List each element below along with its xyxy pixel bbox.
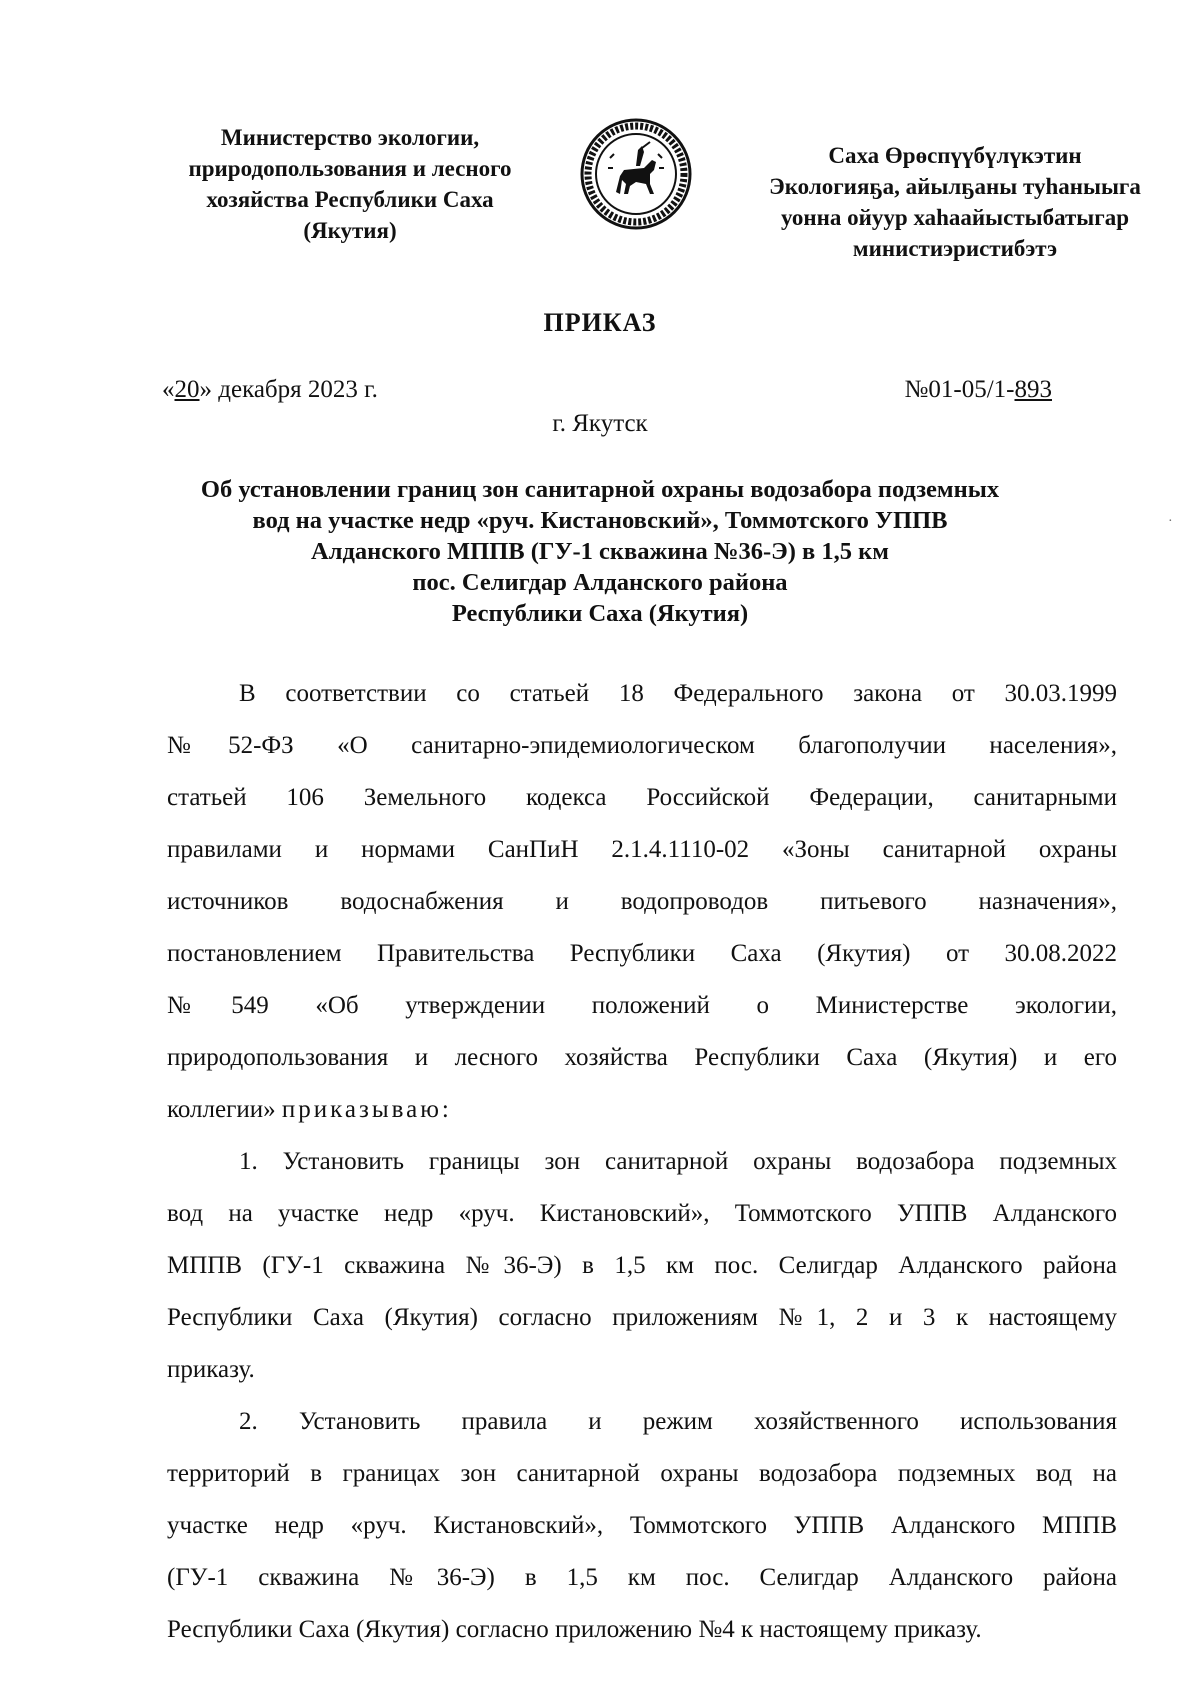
ministry-ru-line: Министерство экологии, bbox=[220, 125, 480, 150]
body-line: территорий в границах зон санитарной охраны водозабора подземных вод на bbox=[167, 1460, 1117, 1487]
ministry-ru-line: хозяйства Республики Саха bbox=[206, 187, 494, 212]
subject-line: Об установлении границ зон санитарной охраны водозабора подземных bbox=[200, 476, 1000, 503]
order-word: приказываю: bbox=[281, 1096, 452, 1123]
preamble-paragraph bbox=[167, 668, 1117, 1136]
subject-line: вод на участке недр «руч. Кистановский», Томмотского УППВ bbox=[252, 507, 948, 534]
body-line: источников водоснабжения и водопроводов питьевого назначения», bbox=[167, 888, 1117, 915]
body-line: участке недр «руч. Кистановский», Томмотского УППВ Алданского МППВ bbox=[167, 1512, 1117, 1539]
order-body bbox=[167, 668, 1117, 1656]
body-line: Республики Саха (Якутия) согласно приложениям №1, 2 и 3 к настоящему bbox=[167, 1304, 1117, 1331]
sakha-coat-of-arms-icon bbox=[580, 118, 692, 230]
subject-line: Алданского МППВ (ГУ-1 скважина №36-Э) в 1,5 км bbox=[311, 538, 889, 565]
body-line: №549 «Об утверждении положений о Министерстве экологии, bbox=[167, 992, 1117, 1019]
body-line: вод на участке недр «руч. Кистановский», Томмотского УППВ Алданского bbox=[167, 1200, 1117, 1227]
subject-line: Республики Саха (Якутия) bbox=[451, 600, 749, 627]
body-line: №52-ФЗ «О санитарно-эпидемиологическом благополучии населения», bbox=[167, 732, 1117, 759]
ministry-sah-line: Саха Өрөспүүбүлүкэтин bbox=[828, 143, 1082, 168]
body-line: природопользования и лесного хозяйства Республики Саха (Якутия) и его bbox=[167, 1044, 1117, 1071]
body-line: 2. Установить правила и режим хозяйственного использования bbox=[239, 1408, 1117, 1435]
date-day: 20 bbox=[174, 376, 200, 403]
ministry-name-russian bbox=[155, 122, 545, 246]
ministry-sah-line: уонна ойуур хаһаайыстыбатыгар bbox=[780, 205, 1130, 230]
ministry-name-yakut bbox=[735, 140, 1175, 264]
order-number-suffix: 893 bbox=[1014, 376, 1052, 403]
body-line: В соответствии со статьей 18 Федерального закона от 30.03.1999 bbox=[239, 680, 1117, 707]
item-1-paragraph bbox=[167, 1136, 1117, 1396]
body-line bbox=[167, 1084, 1117, 1136]
document-title: ПРИКАЗ bbox=[543, 308, 657, 337]
body-line: (ГУ-1 скважина №36-Э) в 1,5 км пос. Селигдар Алданского района bbox=[167, 1564, 1117, 1591]
body-line: 1. Установить границы зон санитарной охраны водозабора подземных bbox=[239, 1148, 1117, 1175]
body-line: правилами и нормами СанПиН 2.1.4.1110-02 «Зоны санитарной охраны bbox=[167, 836, 1117, 863]
order-subject bbox=[150, 474, 1050, 629]
ministry-ru-line: природопользования и лесного bbox=[188, 156, 512, 181]
preamble-last-text: коллегии» bbox=[167, 1096, 282, 1123]
ministry-ru-line: (Якутия) bbox=[303, 218, 397, 243]
body-line: постановлением Правительства Республики Саха (Якутия) от 30.08.2022 bbox=[167, 940, 1117, 967]
date-open-quote: « bbox=[162, 376, 175, 403]
city: г. Якутск bbox=[552, 410, 648, 437]
ministry-sah-line: министиэристибэтэ bbox=[852, 236, 1058, 261]
order-date bbox=[162, 376, 378, 404]
item-2-paragraph bbox=[167, 1396, 1117, 1656]
body-line: Республики Саха (Якутия) согласно приложению №4 к настоящему приказу. bbox=[167, 1616, 982, 1643]
body-line: приказу. bbox=[167, 1356, 255, 1383]
subject-line: пос. Селигдар Алданского района bbox=[412, 569, 788, 596]
body-line: МППВ (ГУ-1 скважина №36-Э) в 1,5 км пос. Селигдар Алданского района bbox=[167, 1252, 1117, 1279]
scan-dot-mark: · bbox=[1168, 514, 1173, 529]
order-number-prefix: №01-05/1- bbox=[904, 376, 1015, 403]
date-rest: » декабря 2023 г. bbox=[199, 376, 378, 403]
ministry-sah-line: Экологияҕа, айылҕаны туһаныыга bbox=[769, 174, 1141, 199]
order-number bbox=[905, 376, 1052, 404]
body-line: статьей 106 Земельного кодекса Российской Федерации, санитарными bbox=[167, 784, 1117, 811]
